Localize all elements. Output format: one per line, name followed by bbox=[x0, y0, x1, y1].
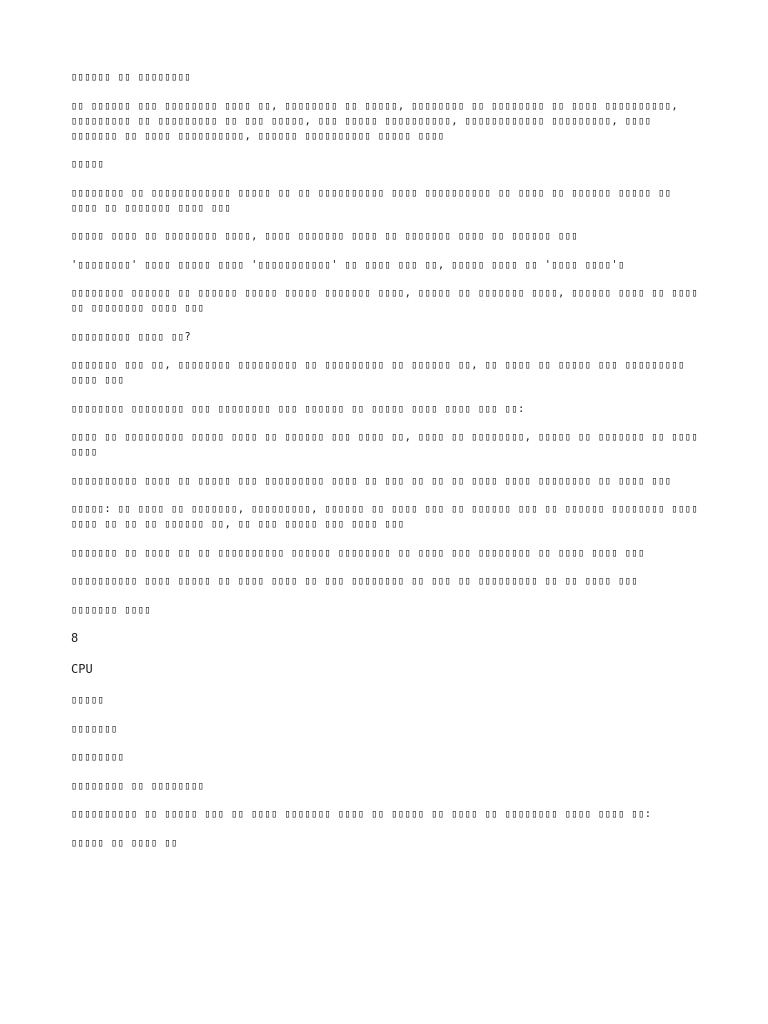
list-intro-paragraph: ▯▯▯▯▯▯▯▯▯▯ ▯▯ ▯▯▯▯▯ ▯▯▯ ▯▯ ▯▯▯▯ ▯▯▯▯▯▯▯ ▯▯▯▯ ▯▯ ▯▯▯▯▯ ▯▯ ▯▯▯▯ ▯▯ ▯▯▯▯▯▯▯▯ ▯▯▯▯ ▯▯▯▯ ▯▯: bbox=[71, 808, 652, 820]
section-heading: ▯▯▯▯▯ bbox=[71, 158, 105, 170]
section-heading: ▯▯▯▯▯▯▯▯ ▯▯ ▯▯▯▯▯▯▯▯ bbox=[71, 779, 205, 792]
label-line: ▯▯▯▯▯ ▯▯ ▯▯▯▯ ▯▯ bbox=[71, 836, 178, 849]
label-line: ▯▯▯▯▯▯▯ bbox=[71, 722, 118, 735]
label-line: ▯▯▯▯▯▯▯ ▯▯▯▯ bbox=[71, 603, 152, 616]
document-heading: ▯▯▯▯▯▯ ▯▯ ▯▯▯▯▯▯▯▯ bbox=[71, 71, 192, 83]
label-line: ▯▯▯▯▯ bbox=[71, 694, 105, 706]
body-paragraph: ▯▯▯▯▯▯▯ ▯▯ ▯▯▯▯ ▯▯ ▯▯ ▯▯▯▯▯▯▯▯▯▯ ▯▯▯▯▯▯ ▯▯▯▯▯▯▯▯ ▯▯ ▯▯▯▯ ▯▯▯ ▯▯▯▯▯▯▯▯ ▯▯ ▯▯▯▯ ▯▯▯▯ ▯▯▯ bbox=[71, 546, 645, 559]
list-intro-paragraph: ▯▯▯▯▯▯▯▯ ▯▯▯▯▯▯▯▯ ▯▯▯ ▯▯▯▯▯▯▯▯ ▯▯▯ ▯▯▯▯▯▯ ▯▯ ▯▯▯▯▯ ▯▯▯▯ ▯▯▯▯ ▯▯▯ ▯▯: bbox=[71, 402, 525, 415]
question-heading: ▯▯▯▯▯▯▯▯▯ ▯▯▯▯ ▯▯? bbox=[71, 330, 192, 343]
body-paragraph: ▯▯▯▯▯▯▯▯ ▯▯▯▯▯▯ ▯▯ ▯▯▯▯▯▯ ▯▯▯▯▯ ▯▯▯▯▯ ▯▯▯▯▯▯▯ ▯▯▯▯, ▯▯▯▯▯ ▯▯ ▯▯▯▯▯▯▯ ▯▯▯▯, ▯▯▯▯▯▯ ▯▯▯▯ ▯▯ ▯▯▯▯ ▯▯ ▯▯▯▯▯▯▯▯ ▯▯▯▯ ▯▯▯ bbox=[71, 287, 705, 314]
note-paragraph: ▯▯▯▯▯: ▯▯ ▯▯▯▯ ▯▯ ▯▯▯▯▯▯▯, ▯▯▯▯▯▯▯▯▯, ▯▯▯▯▯▯ ▯▯ ▯▯▯▯ ▯▯▯ ▯▯ ▯▯▯▯▯▯ ▯▯▯ ▯▯ ▯▯▯▯▯▯ ▯▯▯▯▯▯▯▯ ▯▯▯▯ ▯▯▯▯ ▯▯ ▯▯ ▯▯ ▯▯▯▯▯▯ ▯▯, ▯▯ ▯▯▯ ▯▯▯▯▯ ▯▯▯ ▯▯▯▯ ▯▯▯ bbox=[71, 503, 705, 530]
cpu-line: CPU bbox=[71, 662, 93, 676]
body-paragraph: ▯▯ ▯▯▯▯▯▯ ▯▯▯ ▯▯▯▯▯▯▯▯ ▯▯▯▯ ▯▯, ▯▯▯▯▯▯▯▯ ▯▯ ▯▯▯▯▯, ▯▯▯▯▯▯▯▯ ▯▯ ▯▯▯▯▯▯▯▯ ▯▯ ▯▯▯▯ ▯▯▯▯▯▯▯▯▯▯, ▯▯▯▯▯▯▯▯▯ ▯▯ ▯▯▯▯▯▯▯▯▯ ▯▯ ▯▯▯ ▯▯▯▯▯, ▯▯▯ ▯▯▯▯▯ ▯▯▯▯▯▯▯▯▯▯, ▯▯▯▯▯▯▯▯▯▯▯▯ ▯▯▯▯▯▯▯▯▯, ▯▯▯▯ ▯▯▯▯▯▯▯ ▯▯ ▯▯▯▯ ▯▯▯▯▯▯▯▯▯▯, ▯▯▯▯▯▯ ▯▯▯▯▯▯▯▯▯▯ ▯▯▯▯▯ ▯▯▯▯ bbox=[71, 99, 685, 142]
number-line: 8 bbox=[71, 631, 79, 645]
body-paragraph: ▯▯▯▯▯▯▯▯▯▯ ▯▯▯▯ ▯▯ ▯▯▯▯▯ ▯▯▯ ▯▯▯▯▯▯▯▯▯ ▯▯▯▯ ▯▯ ▯▯▯ ▯▯ ▯▯ ▯▯ ▯▯▯▯ ▯▯▯▯ ▯▯▯▯▯▯▯▯ ▯▯ ▯▯▯▯ ▯▯▯ bbox=[71, 474, 672, 487]
label-line: ▯▯▯▯▯▯▯▯ bbox=[71, 751, 125, 763]
body-paragraph: ▯▯▯▯▯ ▯▯▯▯ ▯▯ ▯▯▯▯▯▯▯▯ ▯▯▯▯, ▯▯▯▯ ▯▯▯▯▯▯▯ ▯▯▯▯ ▯▯ ▯▯▯▯▯▯▯ ▯▯▯▯ ▯▯ ▯▯▯▯▯▯ ▯▯▯ bbox=[71, 230, 579, 242]
quoted-terms-paragraph: '▯▯▯▯▯▯▯▯' ▯▯▯▯ ▯▯▯▯▯ ▯▯▯▯ '▯▯▯▯▯▯▯▯▯▯▯' ▯▯ ▯▯▯▯ ▯▯▯ ▯▯, ▯▯▯▯▯ ▯▯▯▯ ▯▯ '▯▯▯▯ ▯▯▯▯'▯ bbox=[71, 258, 625, 271]
body-paragraph: ▯▯▯▯▯▯▯▯▯▯ ▯▯▯▯ ▯▯▯▯▯ ▯▯ ▯▯▯▯ ▯▯▯▯ ▯▯ ▯▯▯ ▯▯▯▯▯▯▯▯ ▯▯ ▯▯▯ ▯▯ ▯▯▯▯▯▯▯▯▯ ▯▯ ▯▯ ▯▯▯▯ ▯▯▯ bbox=[71, 575, 639, 587]
body-paragraph: ▯▯▯▯▯▯▯▯ ▯▯ ▯▯▯▯▯▯▯▯▯▯▯▯ ▯▯▯▯▯ ▯▯ ▯▯ ▯▯▯▯▯▯▯▯▯▯ ▯▯▯▯ ▯▯▯▯▯▯▯▯▯▯ ▯▯ ▯▯▯▯ ▯▯ ▯▯▯▯▯▯ ▯▯▯▯▯ ▯▯ ▯▯▯▯ ▯▯ ▯▯▯▯▯▯▯ ▯▯▯▯ ▯▯▯ bbox=[71, 186, 679, 214]
body-paragraph: ▯▯▯▯▯▯▯ ▯▯▯ ▯▯, ▯▯▯▯▯▯▯▯ ▯▯▯▯▯▯▯▯▯ ▯▯ ▯▯▯▯▯▯▯▯▯ ▯▯ ▯▯▯▯▯▯ ▯▯, ▯▯ ▯▯▯▯ ▯▯ ▯▯▯▯▯ ▯▯▯ ▯▯▯▯▯▯▯▯▯ ▯▯▯▯ ▯▯▯ bbox=[71, 359, 692, 386]
body-paragraph: ▯▯▯▯ ▯▯ ▯▯▯▯▯▯▯▯▯ ▯▯▯▯▯ ▯▯▯▯ ▯▯ ▯▯▯▯▯▯ ▯▯▯ ▯▯▯▯ ▯▯, ▯▯▯▯ ▯▯ ▯▯▯▯▯▯▯▯, ▯▯▯▯▯ ▯▯ ▯▯▯▯▯▯▯ ▯▯ ▯▯▯▯ ▯▯▯▯ bbox=[71, 431, 705, 458]
document-body bbox=[71, 70, 705, 864]
